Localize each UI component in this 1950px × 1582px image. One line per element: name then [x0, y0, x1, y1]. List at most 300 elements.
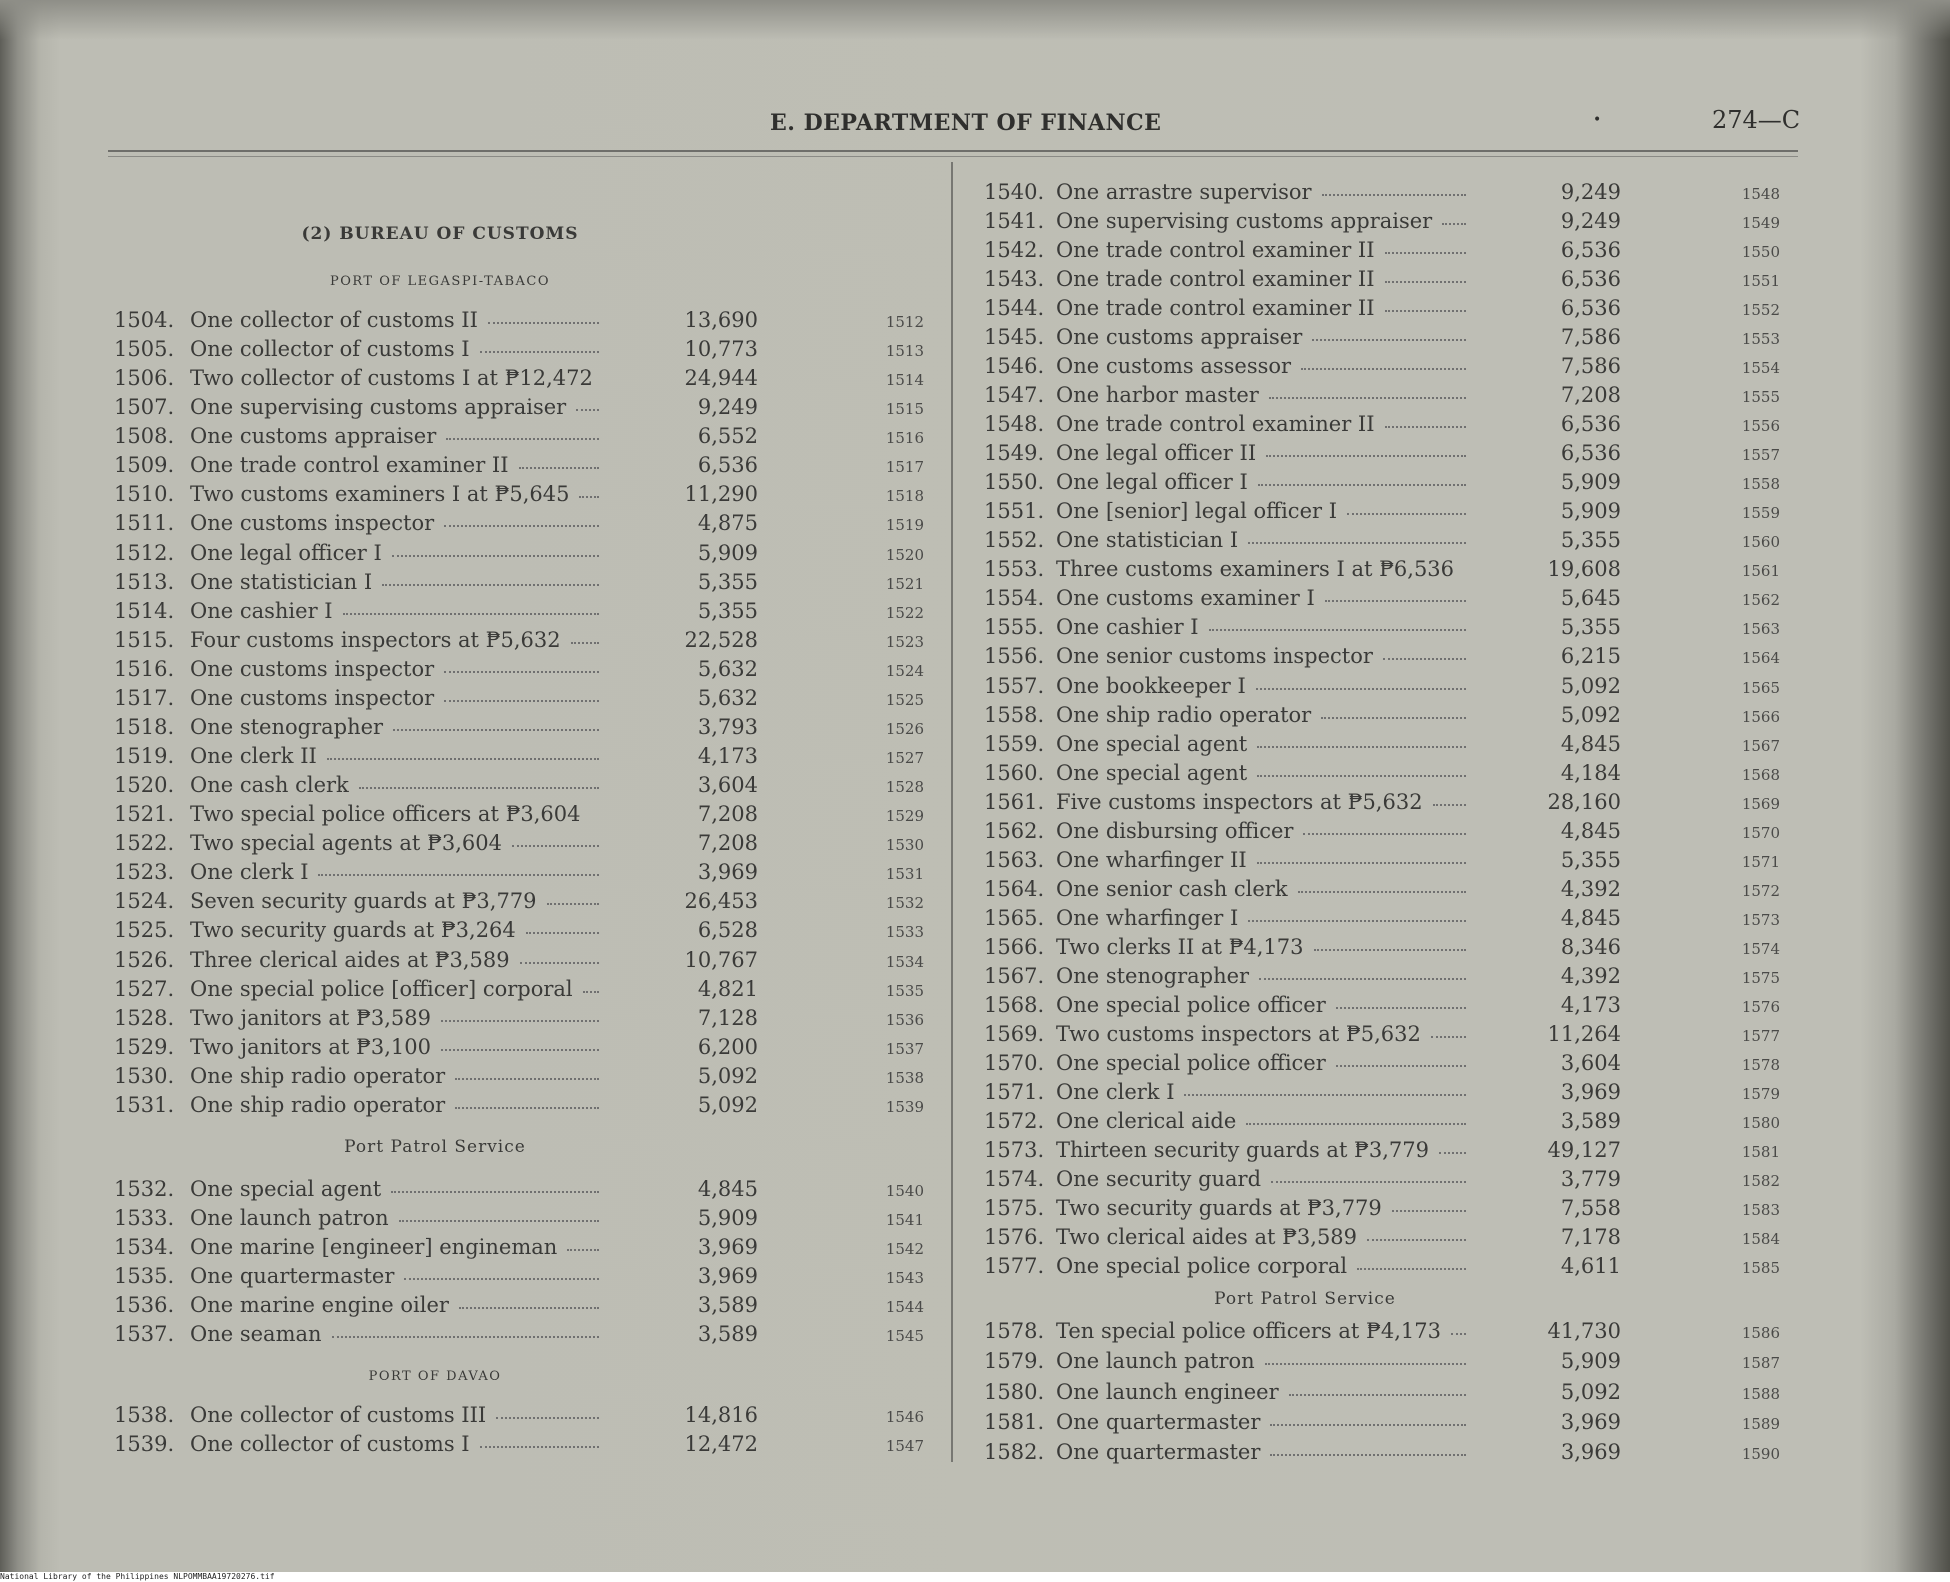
- item-amount: 4,173: [697, 744, 758, 769]
- dot-leader: [1257, 775, 1466, 777]
- item-amount: 4,845: [1560, 818, 1621, 843]
- item-number: 1534.: [114, 1234, 175, 1259]
- line-item: [984, 847, 1814, 873]
- item-number: 1570.: [984, 1050, 1045, 1075]
- line-item: [984, 266, 1814, 292]
- line-item: [114, 569, 934, 595]
- item-description: One customs inspector: [190, 656, 435, 681]
- item-reference: 1530: [885, 836, 924, 855]
- item-number: 1538.: [114, 1403, 175, 1427]
- line-item: [984, 1224, 1814, 1250]
- item-description: One trade control examiner II: [1056, 296, 1375, 321]
- dot-leader: [480, 351, 599, 353]
- service-heading-left: Port Patrol Service: [344, 1137, 526, 1157]
- item-description: One legal officer I: [1056, 470, 1248, 495]
- dot-leader: [579, 496, 599, 498]
- item-reference: 1588: [1741, 1384, 1780, 1403]
- line-item: [984, 295, 1814, 321]
- line-item: [984, 876, 1814, 902]
- line-item: [114, 830, 934, 856]
- item-number: 1507.: [114, 395, 175, 420]
- item-reference: 1568: [1741, 765, 1780, 784]
- item-number: 1580.: [984, 1379, 1045, 1404]
- dot-leader: [1312, 339, 1466, 341]
- header-rule-thin: [108, 156, 1798, 157]
- item-number: 1505.: [114, 337, 175, 362]
- item-amount: 41,730: [1547, 1319, 1621, 1343]
- line-item: [114, 1234, 934, 1260]
- item-number: 1530.: [114, 1063, 175, 1088]
- item-description: One legal officer I: [190, 540, 382, 565]
- item-reference: 1567: [1741, 736, 1780, 755]
- item-reference: 1538: [885, 1068, 924, 1087]
- dot-leader: [1298, 891, 1466, 893]
- dot-leader: [1256, 688, 1466, 690]
- dot-leader: [480, 1446, 599, 1448]
- item-reference: 1589: [1741, 1414, 1780, 1433]
- item-description: One customs appraiser: [1056, 325, 1303, 350]
- dot-leader: [1325, 600, 1466, 602]
- line-item: [984, 585, 1814, 611]
- line-item: [114, 540, 934, 566]
- item-reference: 1549: [1741, 214, 1780, 233]
- item-description: One launch engineer: [1056, 1379, 1279, 1404]
- item-description: One collector of customs I: [190, 337, 470, 362]
- item-description: One senior customs inspector: [1056, 644, 1373, 669]
- item-amount: 7,208: [697, 802, 758, 827]
- item-amount: 3,604: [1560, 1050, 1621, 1075]
- item-amount: 6,536: [1560, 296, 1621, 321]
- item-amount: 9,249: [1560, 209, 1621, 234]
- item-reference: 1581: [1741, 1142, 1780, 1161]
- dot-leader: [496, 1417, 599, 1419]
- item-number: 1541.: [984, 209, 1045, 234]
- item-description: One special police officer: [1056, 1050, 1326, 1075]
- item-amount: 3,969: [1560, 1440, 1621, 1464]
- item-number: 1524.: [114, 889, 175, 914]
- item-description: One trade control examiner II: [1056, 412, 1375, 437]
- item-description: One cashier I: [1056, 615, 1199, 640]
- item-description: One customs appraiser: [190, 424, 437, 449]
- dot-leader: [1451, 1333, 1466, 1335]
- item-number: 1571.: [984, 1079, 1045, 1104]
- item-amount: 4,845: [1560, 905, 1621, 930]
- line-item: [114, 1402, 934, 1428]
- item-description: One cashier I: [190, 598, 333, 623]
- dot-leader: [1271, 1181, 1466, 1183]
- item-description: Seven security guards at ₱3,779: [190, 889, 537, 914]
- dot-leader: [455, 1078, 599, 1080]
- line-item: [984, 382, 1814, 408]
- line-item: [984, 527, 1814, 553]
- dot-leader: [1303, 833, 1466, 835]
- item-number: 1574.: [984, 1167, 1045, 1192]
- line-item: [114, 685, 934, 711]
- item-description: One seaman: [190, 1321, 322, 1346]
- dot-leader: [343, 613, 599, 615]
- item-number: 1506.: [114, 366, 175, 391]
- item-description: One legal officer II: [1056, 441, 1257, 466]
- item-description: One quartermaster: [1056, 1440, 1261, 1464]
- item-number: 1539.: [114, 1432, 175, 1456]
- item-number: 1582.: [984, 1440, 1045, 1464]
- item-amount: 5,092: [1560, 673, 1621, 698]
- item-reference: 1541: [885, 1210, 924, 1229]
- item-amount: 6,536: [1560, 412, 1621, 437]
- line-item: [114, 1292, 934, 1318]
- item-amount: 4,821: [697, 976, 758, 1001]
- item-reference: 1564: [1741, 649, 1780, 668]
- item-amount: 5,355: [697, 598, 758, 623]
- item-reference: 1566: [1741, 707, 1780, 726]
- item-description: One special police officer: [1056, 992, 1326, 1017]
- line-item: [114, 1092, 934, 1118]
- item-reference: 1526: [885, 719, 924, 738]
- line-item: [114, 598, 934, 624]
- item-reference: 1524: [885, 661, 924, 680]
- item-amount: 8,346: [1560, 934, 1621, 959]
- dot-leader: [1270, 1454, 1466, 1456]
- item-description: One collector of customs III: [190, 1403, 487, 1427]
- item-reference: 1576: [1741, 997, 1780, 1016]
- item-amount: 3,969: [697, 1263, 758, 1288]
- line-item: [984, 1348, 1814, 1374]
- item-number: 1552.: [984, 528, 1045, 553]
- dot-leader: [1314, 949, 1466, 951]
- dot-leader: [393, 729, 599, 731]
- item-amount: 5,909: [697, 1205, 758, 1230]
- item-reference: 1515: [885, 400, 924, 419]
- item-number: 1563.: [984, 847, 1045, 872]
- dot-leader: [1431, 1036, 1466, 1038]
- item-amount: 4,173: [1560, 992, 1621, 1017]
- line-item: [984, 673, 1814, 699]
- item-reference: 1512: [885, 313, 924, 331]
- item-description: One stenographer: [1056, 963, 1250, 988]
- item-number: 1567.: [984, 963, 1045, 988]
- item-number: 1540.: [984, 180, 1045, 204]
- item-amount: 5,355: [1560, 847, 1621, 872]
- line-item: [114, 336, 934, 362]
- item-reference: 1535: [885, 981, 924, 1000]
- item-number: 1525.: [114, 918, 175, 943]
- item-description: Four customs inspectors at ₱5,632: [190, 627, 561, 652]
- line-item: [114, 801, 934, 827]
- line-item: [114, 510, 934, 536]
- item-reference: 1584: [1741, 1230, 1780, 1249]
- dot-leader: [571, 642, 599, 644]
- item-reference: 1573: [1741, 910, 1780, 929]
- item-description: One wharfinger I: [1056, 905, 1239, 930]
- item-number: 1548.: [984, 412, 1045, 437]
- item-description: One special agent: [1056, 731, 1248, 756]
- item-description: Two customs inspectors at ₱5,632: [1056, 1021, 1421, 1046]
- dot-leader: [520, 962, 599, 964]
- item-amount: 6,215: [1560, 644, 1621, 669]
- item-description: Two security guards at ₱3,779: [1056, 1196, 1382, 1221]
- item-number: 1527.: [114, 976, 175, 1001]
- item-reference: 1522: [885, 603, 924, 622]
- line-item: [984, 237, 1814, 263]
- line-item: [984, 1318, 1814, 1344]
- dot-leader: [1357, 1268, 1466, 1270]
- item-number: 1516.: [114, 656, 175, 681]
- line-item: [114, 743, 934, 769]
- line-item: [114, 1176, 934, 1202]
- line-item: [984, 1253, 1814, 1279]
- item-description: One security guard: [1056, 1167, 1262, 1192]
- item-number: 1558.: [984, 702, 1045, 727]
- item-reference: 1542: [885, 1239, 924, 1258]
- item-number: 1569.: [984, 1021, 1045, 1046]
- item-amount: 5,909: [1560, 499, 1621, 524]
- item-reference: 1557: [1741, 446, 1780, 465]
- dot-leader: [1248, 542, 1466, 544]
- item-reference: 1521: [885, 574, 924, 593]
- item-number: 1555.: [984, 615, 1045, 640]
- item-amount: 5,909: [1560, 470, 1621, 495]
- item-description: One clerical aide: [1056, 1108, 1237, 1133]
- line-item: [114, 365, 934, 391]
- item-amount: 3,969: [697, 860, 758, 885]
- item-reference: 1533: [885, 923, 924, 942]
- item-amount: 11,264: [1547, 1021, 1621, 1046]
- line-item: [114, 1321, 934, 1347]
- item-amount: 6,536: [1560, 441, 1621, 466]
- item-number: 1521.: [114, 802, 175, 827]
- item-number: 1560.: [984, 760, 1045, 785]
- item-description: One customs examiner I: [1056, 586, 1315, 611]
- item-amount: 26,453: [684, 889, 758, 914]
- item-number: 1542.: [984, 238, 1045, 263]
- item-amount: 3,589: [697, 1292, 758, 1317]
- line-item: [114, 859, 934, 885]
- item-number: 1577.: [984, 1254, 1045, 1279]
- item-amount: 3,589: [1560, 1108, 1621, 1133]
- dot-leader: [441, 1020, 599, 1022]
- item-amount: 4,611: [1560, 1254, 1621, 1279]
- dot-leader: [1246, 1123, 1466, 1125]
- line-item: [984, 731, 1814, 757]
- item-amount: 3,793: [697, 714, 758, 739]
- dot-leader: [526, 932, 599, 934]
- dot-leader: [444, 671, 599, 673]
- item-reference: 1571: [1741, 852, 1780, 871]
- header-dot: •: [1593, 112, 1602, 128]
- line-item: [984, 324, 1814, 350]
- item-description: Two clerical aides at ₱3,589: [1056, 1225, 1358, 1250]
- dot-leader: [1385, 426, 1466, 428]
- line-item: [984, 1439, 1814, 1465]
- item-number: 1518.: [114, 714, 175, 739]
- item-number: 1510.: [114, 482, 175, 507]
- dot-leader: [512, 845, 599, 847]
- item-reference: 1560: [1741, 533, 1780, 552]
- item-description: One customs inspector: [190, 511, 435, 536]
- item-amount: 4,184: [1560, 760, 1621, 785]
- line-item: [984, 1195, 1814, 1221]
- item-amount: 5,355: [1560, 528, 1621, 553]
- item-reference: 1539: [885, 1097, 924, 1116]
- dot-leader: [1289, 1394, 1466, 1396]
- item-amount: 6,528: [697, 918, 758, 943]
- service-heading-right: Port Patrol Service: [1214, 1289, 1396, 1309]
- line-item: [984, 1108, 1814, 1134]
- header-rule: [108, 150, 1798, 152]
- item-reference: 1556: [1741, 417, 1780, 436]
- line-item: [114, 627, 934, 653]
- item-number: 1550.: [984, 470, 1045, 495]
- item-reference: 1544: [885, 1297, 924, 1316]
- item-reference: 1525: [885, 690, 924, 709]
- item-number: 1512.: [114, 540, 175, 565]
- line-item: [984, 992, 1814, 1018]
- item-number: 1533.: [114, 1205, 175, 1230]
- line-item: [984, 905, 1814, 931]
- item-description: One clerk I: [1056, 1079, 1175, 1104]
- item-amount: 5,909: [1560, 1349, 1621, 1374]
- item-reference: 1547: [885, 1437, 924, 1455]
- item-amount: 10,773: [684, 337, 758, 362]
- item-reference: 1578: [1741, 1055, 1780, 1074]
- item-reference: 1513: [885, 342, 924, 361]
- item-number: 1559.: [984, 731, 1045, 756]
- item-amount: 3,969: [1560, 1409, 1621, 1434]
- dot-leader: [519, 467, 599, 469]
- item-amount: 4,392: [1560, 963, 1621, 988]
- dot-leader: [1392, 1210, 1466, 1212]
- line-item: [984, 1166, 1814, 1192]
- line-item: [984, 411, 1814, 437]
- item-description: One wharfinger II: [1056, 847, 1247, 872]
- item-reference: 1579: [1741, 1084, 1780, 1103]
- item-amount: 6,552: [697, 424, 758, 449]
- item-reference: 1569: [1741, 794, 1780, 813]
- item-description: Two janitors at ₱3,589: [190, 1005, 431, 1030]
- item-description: One customs inspector: [190, 685, 435, 710]
- dot-leader: [444, 525, 599, 527]
- line-item: [114, 1005, 934, 1031]
- item-reference: 1517: [885, 458, 924, 477]
- dot-leader: [567, 1249, 599, 1251]
- dot-leader: [327, 758, 599, 760]
- item-reference: 1551: [1741, 272, 1780, 291]
- item-reference: 1518: [885, 487, 924, 506]
- item-reference: 1537: [885, 1039, 924, 1058]
- line-item: [984, 498, 1814, 524]
- item-number: 1553.: [984, 557, 1045, 582]
- dot-leader: [446, 438, 599, 440]
- item-reference: 1553: [1741, 330, 1780, 349]
- item-reference: 1574: [1741, 939, 1780, 958]
- item-amount: 5,092: [1560, 702, 1621, 727]
- item-number: 1517.: [114, 685, 175, 710]
- item-description: Two special agents at ₱3,604: [190, 831, 502, 856]
- line-item: [984, 760, 1814, 786]
- item-description: One special agent: [190, 1177, 382, 1201]
- item-number: 1537.: [114, 1321, 175, 1346]
- item-amount: 22,528: [684, 627, 758, 652]
- item-number: 1545.: [984, 325, 1045, 350]
- item-description: One ship radio operator: [190, 1092, 446, 1117]
- column-divider: [951, 162, 953, 1462]
- item-number: 1543.: [984, 267, 1045, 292]
- item-number: 1576.: [984, 1225, 1045, 1250]
- item-amount: 24,944: [684, 366, 758, 391]
- line-item: [114, 772, 934, 798]
- item-reference: 1529: [885, 807, 924, 826]
- item-description: One ship radio operator: [190, 1063, 446, 1088]
- item-description: One supervising customs appraiser: [1056, 209, 1433, 234]
- line-item: [984, 789, 1814, 815]
- item-number: 1520.: [114, 773, 175, 798]
- dot-leader: [1258, 484, 1466, 486]
- item-reference: 1583: [1741, 1201, 1780, 1220]
- line-item: [984, 1137, 1814, 1163]
- item-amount: 5,632: [697, 685, 758, 710]
- item-amount: 3,969: [697, 1234, 758, 1259]
- item-number: 1508.: [114, 424, 175, 449]
- item-description: Two security guards at ₱3,264: [190, 918, 516, 943]
- item-amount: 11,290: [684, 482, 758, 507]
- item-number: 1536.: [114, 1292, 175, 1317]
- dot-leader: [576, 409, 599, 411]
- item-description: Two clerks II at ₱4,173: [1056, 934, 1304, 959]
- item-number: 1561.: [984, 789, 1045, 814]
- item-number: 1556.: [984, 644, 1045, 669]
- port-heading-davao: PORT OF DAVAO: [368, 1369, 502, 1384]
- item-description: One cash clerk: [190, 773, 349, 798]
- item-number: 1531.: [114, 1092, 175, 1117]
- item-description: Thirteen security guards at ₱3,779: [1056, 1137, 1430, 1162]
- item-reference: 1585: [1741, 1259, 1780, 1278]
- line-item: [984, 556, 1814, 582]
- line-item: [984, 1379, 1814, 1405]
- item-amount: 5,355: [1560, 615, 1621, 640]
- item-amount: 3,779: [1560, 1167, 1621, 1192]
- item-amount: 7,208: [697, 831, 758, 856]
- dot-leader: [1248, 920, 1466, 922]
- line-item: [114, 423, 934, 449]
- item-number: 1526.: [114, 947, 175, 972]
- dot-leader: [1336, 1007, 1466, 1009]
- item-number: 1562.: [984, 818, 1045, 843]
- item-amount: 4,875: [697, 511, 758, 536]
- item-number: 1554.: [984, 586, 1045, 611]
- dot-leader: [488, 322, 599, 324]
- bureau-heading: (2) BUREAU OF CUSTOMS: [301, 224, 579, 244]
- line-item: [114, 481, 934, 507]
- item-number: 1514.: [114, 598, 175, 623]
- item-amount: 7,586: [1560, 325, 1621, 350]
- item-amount: 7,558: [1560, 1196, 1621, 1221]
- item-reference: 1536: [885, 1010, 924, 1029]
- item-reference: 1540: [885, 1182, 924, 1200]
- line-item: [114, 1205, 934, 1231]
- item-description: One trade control examiner II: [1056, 267, 1375, 292]
- item-reference: 1587: [1741, 1354, 1780, 1373]
- item-description: One collector of customs I: [190, 1432, 470, 1456]
- item-amount: 6,536: [697, 453, 758, 478]
- dot-leader: [382, 584, 599, 586]
- item-number: 1532.: [114, 1177, 175, 1201]
- line-item: [114, 452, 934, 478]
- item-amount: 5,355: [697, 569, 758, 594]
- item-number: 1523.: [114, 860, 175, 885]
- dot-leader: [392, 555, 599, 557]
- dot-leader: [391, 1191, 599, 1193]
- item-reference: 1586: [1741, 1324, 1780, 1342]
